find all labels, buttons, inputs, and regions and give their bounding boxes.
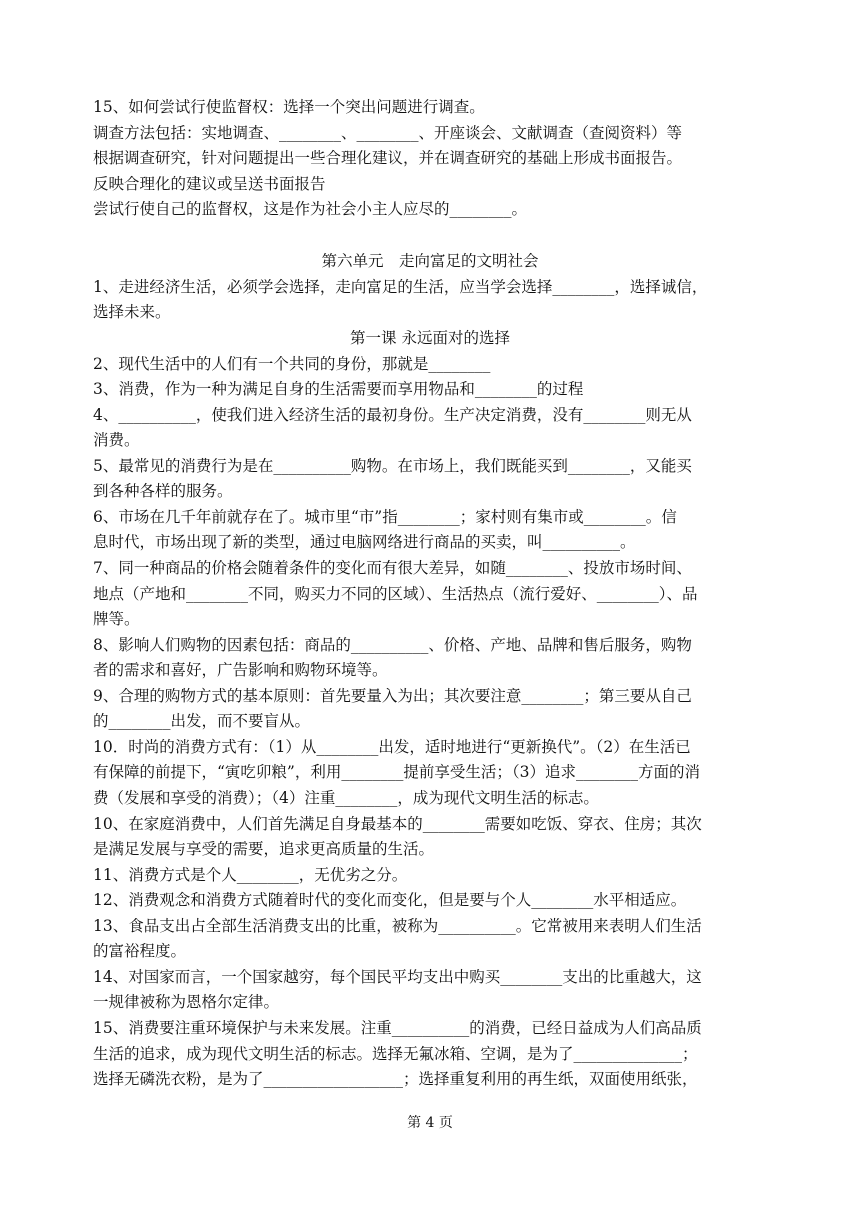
text-line: 5、最常见的消费行为是在__________购物。在市场上，我们既能买到________，又能买 [93,457,692,475]
unit-title: 第六单元 走向富足的文明社会 [321,252,539,270]
text-line: 7、同一种商品的价格会随着条件的变化而有很大差异，如随________、投放市场时间、 [93,559,692,577]
text-line: 15、消费要注重环境保护与未来发展。注重__________的消费，已经日益成为人们高品质 [93,1019,702,1037]
text-line: 12、消费观念和消费方式随着时代的变化而变化，但是要与个人________水平相适应。 [93,891,687,909]
text-line: 地点（产地和________不同，购买力不同的区域）、生活热点（流行爱好、________）、品 [93,585,698,603]
text-line: 费（发展和享受的消费）；（4）注重________，成为现代文明生活的标志。 [93,789,599,807]
text-line: 消费。 [93,431,140,449]
text-line: 生活的追求，成为现代文明生活的标志。选择无氟冰箱、空调，是为了______________； [93,1045,698,1063]
text-line: 3、消费，作为一种为满足自身的生活需要而享用物品和________的过程 [93,380,584,398]
text-line: 尝试行使自己的监督权，这是作为社会小主人应尽的________。 [93,200,528,218]
text-line: 息时代，市场出现了新的类型，通过电脑网络进行商品的买卖，叫__________。 [93,533,636,551]
text-line: 14、对国家而言，一个国家越穷，每个国民平均支出中购买________支出的比重越大，这 [93,968,702,986]
text-line: 反映合理化的建议或呈送书面报告 [93,175,326,193]
text-line: 10、在家庭消费中，人们首先满足自身最基本的________需要如吃饭、穿衣、住房；其次 [93,815,702,833]
text-line: 是满足发展与享受的需要，追求更高质量的生活。 [93,840,435,858]
text-line: 根据调查研究，针对问题提出一些合理化建议，并在调查研究的基础上形成书面报告。 [93,149,683,167]
text-line: 10．时尚的消费方式有：（1）从________出发，适时地进行“更新换代”。（2）在生活已 [93,738,691,756]
text-line: 到各种各样的服务。 [93,482,233,500]
text-line: 的________出发，而不要盲从。 [93,712,311,730]
text-line: 者的需求和喜好，广告影响和购物环境等。 [93,661,388,679]
lesson-title: 第一课 永远面对的选择 [350,329,510,347]
text-line: 4、__________，使我们进入经济生活的最初身份。生产决定消费，没有________则无从 [93,406,692,424]
text-line: 1、走进经济生活，必须学会选择，走向富足的生活，应当学会选择________，选择诚信， [93,278,708,296]
text-line: 选择无磷洗衣粉，是为了__________________；选择重复利用的再生纸，双面使用纸张， [93,1070,698,1088]
text-line: 调查方法包括：实地调查、________、________、开座谈会、文献调查（查阅资料）等 [93,124,683,142]
text-line: 13、食品支出占全部生活消费支出的比重，被称为__________。它常被用来表明人们生活 [93,917,702,935]
text-line: 选择未来。 [93,303,171,321]
text-line: 8、影响人们购物的因素包括：商品的__________、价格、产地、品牌和售后服务，购物 [93,636,692,654]
text-line: 15、如何尝试行使监督权：选择一个突出问题进行调查。 [93,98,485,116]
text-line: 一规律被称为恩格尔定律。 [93,993,280,1011]
text-line: 的富裕程度。 [93,942,187,960]
text-line: 6、市场在几千年前就存在了。城市里“市”指________；家村则有集市或________。信 [93,508,677,526]
text-line: 9、合理的购物方式的基本原则：首先要量入为出；其次要注意________；第三要从自己 [93,687,692,705]
text-line: 有保障的前提下，“寅吃卯粮”，利用________提前享受生活；（3）追求________方面的消 [93,763,700,781]
page-footer: 第 4 页 [407,1115,453,1131]
text-line: 2、现代生活中的人们有一个共同的身份，那就是________ [93,355,491,373]
text-line: 11、消费方式是个人________，无优劣之分。 [93,866,408,884]
text-line: 牌等。 [93,610,140,628]
